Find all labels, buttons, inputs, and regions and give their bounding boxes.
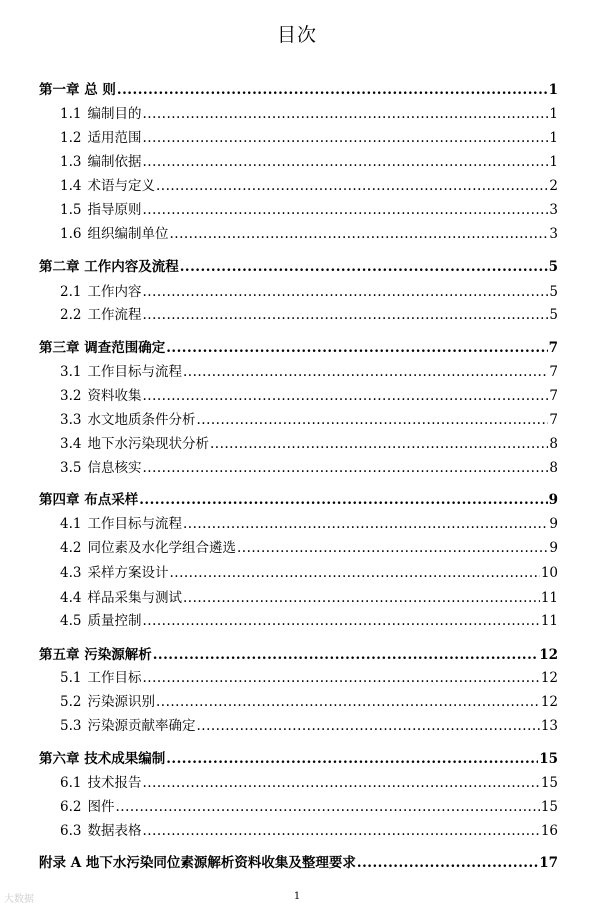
toc-entry-number: 4.5	[60, 613, 82, 629]
toc-entry-number: 5.3	[60, 718, 82, 734]
toc-entry-label	[60, 386, 141, 406]
dot-leader	[142, 821, 539, 841]
toc-entry-title: 技术报告	[87, 775, 142, 791]
toc-entry-title: 采样方案设计	[87, 565, 169, 581]
toc-entry-title: 工作目标与流程	[87, 364, 182, 380]
toc-entry-page: 1	[549, 106, 558, 122]
toc-entry-title: 第六章 技术成果编制	[39, 751, 166, 767]
toc-entry-page: 15	[539, 751, 558, 767]
toc-entry-title: 污染源识别	[87, 694, 155, 710]
toc-entry-title: 地下水污染现状分析	[87, 436, 209, 452]
toc-entry-number: 3.3	[60, 412, 82, 428]
toc-entry-title: 指导原则	[87, 202, 142, 218]
dot-leader	[196, 410, 548, 430]
toc-chapter-entry[interactable]	[39, 645, 558, 665]
toc-section-entry[interactable]	[60, 282, 558, 302]
toc-entry-label	[60, 410, 195, 430]
toc-entry-number: 3.4	[60, 436, 82, 452]
toc-section-entry[interactable]	[60, 128, 558, 148]
toc-entry-label	[60, 611, 141, 631]
toc-entry-number: 5.1	[60, 670, 82, 686]
toc-entry-number: 4.3	[60, 565, 82, 581]
toc-entry-page: 7	[548, 340, 558, 356]
toc-entry-title: 污染源贡献率确定	[87, 718, 196, 734]
toc-entry-number: 3.1	[60, 364, 82, 380]
toc-entry-page: 7	[549, 412, 558, 428]
toc-entry-page: 8	[549, 436, 558, 452]
toc-entry-title: 编制依据	[87, 154, 142, 170]
toc-entry-title: 资料收集	[87, 388, 142, 404]
toc-section-entry[interactable]	[60, 692, 558, 712]
toc-entry-label	[60, 692, 155, 712]
toc-entry-label	[60, 588, 182, 608]
toc-entry-page: 15	[540, 775, 558, 791]
toc-chapter-entry[interactable]	[39, 749, 558, 769]
toc-entry-number: 3.2	[60, 388, 82, 404]
toc-entry-title: 工作目标与流程	[87, 516, 182, 532]
toc-entry-title: 第一章 总 则	[39, 82, 116, 98]
toc-entry-label	[60, 305, 141, 325]
toc-section-entry[interactable]	[60, 563, 558, 583]
toc-entry-number: 1.1	[60, 106, 82, 122]
toc-entry-title: 工作内容	[87, 284, 142, 300]
toc-section-entry[interactable]	[60, 668, 558, 688]
toc-section-entry[interactable]	[60, 797, 558, 817]
dot-leader	[139, 490, 547, 510]
toc-entry-label	[39, 80, 116, 100]
toc-entry-page: 1	[549, 130, 558, 146]
page-number: 1	[293, 891, 301, 902]
dot-leader	[142, 668, 539, 688]
watermark: 大数据	[4, 894, 34, 905]
toc-entry-title: 编制目的	[87, 106, 142, 122]
dot-leader	[183, 362, 548, 382]
toc-entry-page: 12	[540, 694, 558, 710]
toc-entry-label	[60, 362, 182, 382]
toc-entry-label	[60, 538, 236, 558]
toc-entry-label	[60, 773, 141, 793]
dot-leader	[115, 797, 539, 817]
toc-entry-title: 质量控制	[87, 613, 142, 629]
toc-entry-page: 12	[540, 670, 558, 686]
toc-entry-title: 附录 A 地下水污染同位素源解析资料收集及整理要求	[39, 855, 356, 871]
toc-section-entry[interactable]	[60, 773, 558, 793]
toc-entry-label	[60, 563, 168, 583]
toc-entry-title: 样品采集与测试	[87, 590, 182, 606]
toc-entry-label	[60, 514, 182, 534]
toc-entry-number: 2.2	[60, 307, 82, 323]
toc-chapter-entry[interactable]	[39, 338, 558, 358]
toc-entry-label	[60, 152, 141, 172]
dot-leader	[142, 104, 548, 124]
toc-entry-number: 1.3	[60, 154, 82, 170]
toc-section-entry[interactable]	[60, 538, 558, 558]
toc-entry-title: 第五章 污染源解析	[39, 647, 152, 663]
toc-entry-number: 1.4	[60, 178, 82, 194]
toc-entry-number: 4.1	[60, 516, 82, 532]
toc-entry-page: 7	[549, 364, 558, 380]
dot-leader	[142, 128, 548, 148]
toc-section-entry[interactable]	[60, 305, 558, 325]
toc-section-entry[interactable]	[60, 716, 558, 736]
toc-entry-label	[39, 749, 165, 769]
dot-leader	[142, 773, 539, 793]
toc-entry-number: 6.1	[60, 775, 82, 791]
toc-entry-label	[60, 104, 141, 124]
toc-entry-page: 17	[539, 855, 558, 871]
toc-entry-page: 8	[549, 460, 558, 476]
toc-entry-label	[39, 645, 152, 665]
toc-section-entry[interactable]	[60, 224, 558, 244]
toc-entry-page: 12	[539, 647, 558, 663]
toc-section-entry[interactable]	[60, 458, 558, 478]
toc-entry-number: 4.4	[60, 590, 82, 606]
toc-entry-page: 9	[549, 540, 558, 556]
toc-chapter-entry[interactable]	[39, 490, 558, 510]
toc-entry-page: 9	[549, 516, 558, 532]
dot-leader	[210, 434, 548, 454]
toc-entry-label	[60, 200, 141, 220]
toc-entry-title: 工作流程	[87, 307, 142, 323]
dot-leader	[156, 176, 548, 196]
toc-entry-number: 1.5	[60, 202, 82, 218]
dot-leader	[156, 692, 540, 712]
toc-entry-number: 1.2	[60, 130, 82, 146]
toc-entry-label	[39, 338, 165, 358]
toc-entry-label	[60, 821, 141, 841]
toc-entry-page: 5	[548, 259, 558, 275]
toc-section-entry[interactable]	[60, 434, 558, 454]
dot-leader	[142, 305, 548, 325]
dot-leader	[142, 611, 539, 631]
toc-chapter-entry[interactable]	[39, 80, 558, 100]
toc-entry-page: 10	[540, 565, 558, 581]
toc-section-entry[interactable]	[60, 611, 558, 631]
toc-entry-title: 数据表格	[87, 823, 142, 839]
dot-leader	[183, 514, 548, 534]
toc-entry-page: 15	[540, 799, 558, 815]
dot-leader	[183, 588, 540, 608]
toc-section-entry[interactable]	[60, 410, 558, 430]
toc-entry-page: 7	[549, 388, 558, 404]
dot-leader	[169, 563, 539, 583]
page-title: 目次	[276, 24, 317, 46]
toc-section-entry[interactable]	[60, 588, 558, 608]
dot-leader	[166, 338, 547, 358]
toc-entry-page: 9	[548, 492, 558, 508]
toc-section-entry[interactable]	[60, 200, 558, 220]
toc-section-entry[interactable]	[60, 152, 558, 172]
toc-section-entry[interactable]	[60, 176, 558, 196]
toc-entry-number: 4.2	[60, 540, 82, 556]
toc-entry-title: 图件	[87, 799, 115, 815]
toc-entry-label	[60, 176, 155, 196]
toc-section-entry[interactable]	[60, 104, 558, 124]
dot-leader	[142, 458, 548, 478]
toc-entry-page: 13	[540, 718, 558, 734]
dot-leader	[357, 853, 538, 873]
dot-leader	[237, 538, 548, 558]
toc-entry-label	[60, 716, 195, 736]
toc-section-entry[interactable]	[60, 821, 558, 841]
toc-section-entry[interactable]	[60, 362, 558, 382]
toc-entry-title: 组织编制单位	[87, 226, 169, 242]
toc-entry-page: 5	[549, 284, 558, 300]
toc-entry-page: 5	[549, 307, 558, 323]
toc-entry-label	[39, 257, 179, 277]
dot-leader	[117, 80, 548, 100]
toc-entry-page: 3	[549, 202, 558, 218]
toc-entry-title: 工作目标	[87, 670, 142, 686]
toc-entry-title: 第四章 布点采样	[39, 492, 139, 508]
dot-leader	[142, 386, 548, 406]
toc-entry-page: 1	[549, 154, 558, 170]
dot-leader	[142, 152, 548, 172]
toc-entry-title: 术语与定义	[87, 178, 155, 194]
dot-leader	[153, 645, 539, 665]
toc-entry-title: 信息核实	[87, 460, 142, 476]
toc-entry-label	[60, 458, 141, 478]
toc-entry-page: 1	[548, 82, 558, 98]
toc-entry-label	[60, 128, 141, 148]
toc-entry-label	[60, 668, 141, 688]
toc-entry-number: 6.3	[60, 823, 82, 839]
toc-entry-title: 水文地质条件分析	[87, 412, 196, 428]
dot-leader	[142, 200, 548, 220]
toc-entry-label	[39, 490, 138, 510]
toc-entry-label	[60, 282, 141, 302]
dot-leader	[166, 749, 538, 769]
toc-chapter-entry[interactable]	[39, 257, 558, 277]
toc-entry-label	[60, 434, 209, 454]
toc-entry-page: 16	[540, 823, 558, 839]
toc-section-entry[interactable]	[60, 386, 558, 406]
toc-entry-number: 5.2	[60, 694, 82, 710]
toc-entry-label	[60, 224, 168, 244]
dot-leader	[196, 716, 539, 736]
toc-entry-title: 同位素及水化学组合遴选	[87, 540, 236, 556]
toc-entry-number: 6.2	[60, 799, 82, 815]
toc-entry-title: 适用范围	[87, 130, 142, 146]
toc-entry-number: 2.1	[60, 284, 82, 300]
toc-entry-title: 第三章 调查范围确定	[39, 340, 166, 356]
toc-entry-title: 第二章 工作内容及流程	[39, 259, 179, 275]
toc-entry-page: 3	[549, 226, 558, 242]
toc-entry-number: 1.6	[60, 226, 82, 242]
toc-entry-label	[60, 797, 114, 817]
toc-section-entry[interactable]	[60, 514, 558, 534]
toc-entry-page: 2	[549, 178, 558, 194]
dot-leader	[142, 282, 548, 302]
dot-leader	[180, 257, 548, 277]
dot-leader	[169, 224, 548, 244]
toc-entry-number: 3.5	[60, 460, 82, 476]
toc-chapter-entry[interactable]	[39, 853, 558, 873]
toc-entry-label	[39, 853, 356, 873]
toc-entry-page: 11	[540, 613, 558, 629]
toc-entry-page: 11	[540, 590, 558, 606]
